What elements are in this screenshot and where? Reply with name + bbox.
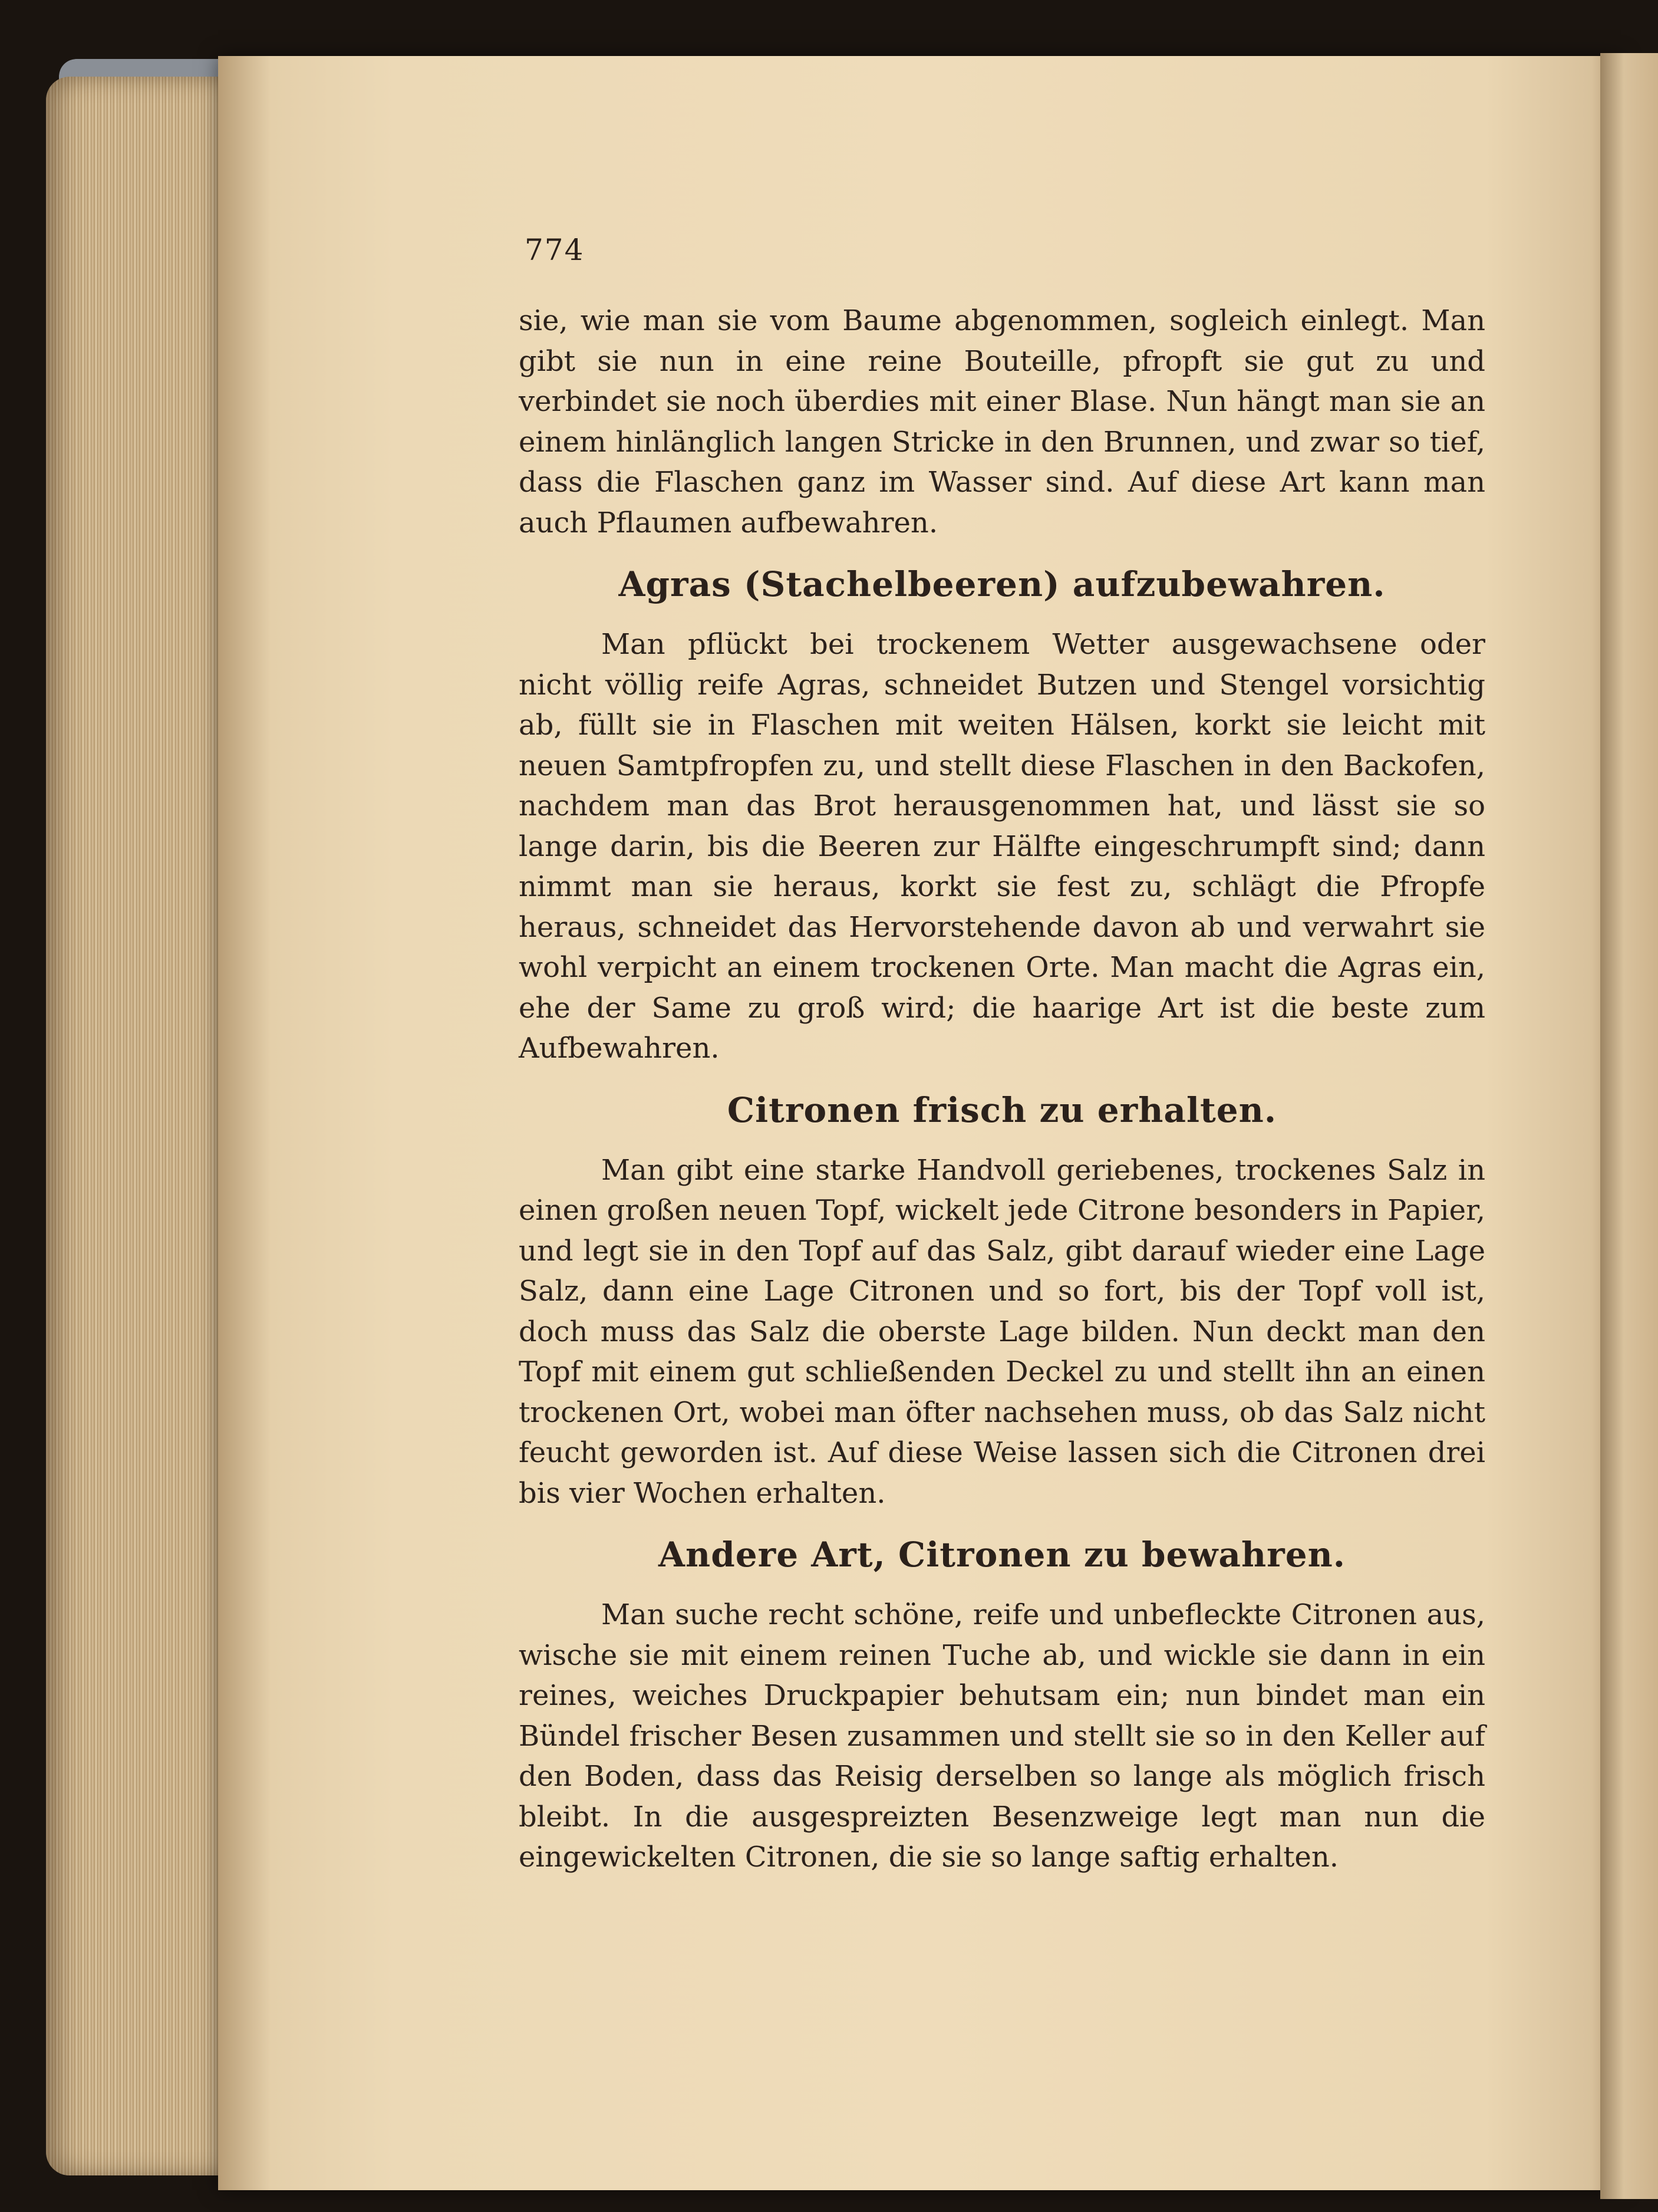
- page-number: 774: [525, 233, 585, 267]
- heading-andere-art: Andere Art, Citronen zu bewahren.: [658, 1535, 1346, 1575]
- page-content: [519, 233, 1485, 1878]
- left-page-edges: [46, 77, 235, 2175]
- paragraph-continuation: sie, wie man sie vom Baume abgenommen, sogleich einlegt. Man gibt sie nun in eine reine Bouteille, pfropft sie gut zu und verbindet sie noch überdies mit einer Blase. Nun hängt man sie an einem hinlänglich langen Stricke in den Brunnen, und zwar so tief, dass die Flaschen ganz im Wasser sind. Auf diese Art kann man auch Pflaumen aufbewahren.: [519, 304, 1485, 539]
- paragraph-citronen-frisch: Man gibt eine starke Handvoll geriebenes, trockenes Salz in einen großen neuen Topf, wickelt jede Citrone besonders in Papier, und legt sie in den Topf auf das Salz, gibt darauf wieder eine Lage Salz, dann eine Lage Citronen und so fort, bis der Topf voll ist, doch muss das Salz die oberste Lage bilden. Nun deckt man den Topf mit einem gut schließenden Deckel zu und stellt ihn an einen trockenen Ort, wobei man öfter nachsehen muss, ob das Salz nicht feucht geworden ist. Auf diese Weise lassen sich die Citronen drei bis vier Wochen erhalten.: [519, 1153, 1485, 1510]
- right-page-edge: [1600, 53, 1658, 2199]
- paragraph-andere-art: Man suche recht schöne, reife und unbefleckte Citronen aus, wische sie mit einem reinen Tuche ab, und wickle sie dann in ein reines, weiches Druckpapier behutsam ein; nun bindet man ein Bündel frischer Besen zusammen und stellt sie so in den Keller auf den Boden, dass das Reisig derselben so lange als möglich frisch bleibt. In die ausgespreizten Besenzweige legt man nun die eingewickelten Citronen, die sie so lange saftig erhalten.: [519, 1598, 1485, 1874]
- heading-agras: Agras (Stachelbeeren) aufzubewahren.: [618, 564, 1386, 604]
- paragraph-agras: Man pflückt bei trockenem Wetter ausgewachsene oder nicht völlig reife Agras, schneidet Butzen und Stengel vorsichtig ab, füllt sie in Flaschen mit weiten Hälsen, korkt sie leicht mit neuen Samtpfropfen zu, und stellt diese Flaschen in den Backofen, nachdem man das Brot herausgenommen hat, und lässt sie so lange darin, bis die Beeren zur Hälfte eingeschrumpft sind; dann nimmt man sie heraus, korkt sie fest zu, schlägt die Pfropfe heraus, schneidet das Hervorstehende davon ab und verwahrt sie wohl verpicht an einem trockenen Orte. Man macht die Agras ein, ehe der Same zu groß wird; die haarige Art ist die beste zum Aufbewahren.: [519, 628, 1485, 1065]
- heading-citronen-frisch: Citronen frisch zu erhalten.: [727, 1089, 1277, 1130]
